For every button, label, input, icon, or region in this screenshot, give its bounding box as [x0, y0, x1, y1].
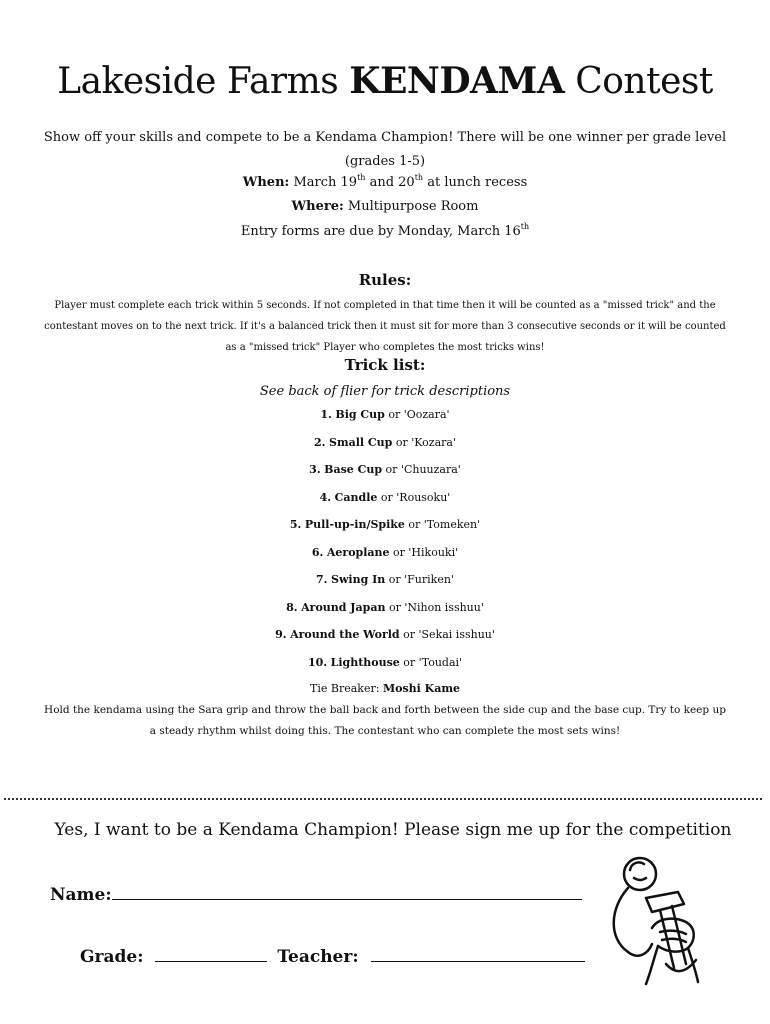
when-text-1: March 19 [289, 175, 358, 190]
tiebreaker-name: Moshi Kame [382, 682, 460, 695]
tiebreaker-label: Tie Breaker: [310, 682, 383, 695]
due-line [0, 222, 770, 242]
trick-number: 9. [275, 628, 287, 641]
name-row [50, 883, 582, 905]
kendama-hand-icon [600, 848, 720, 988]
trick-name: Swing In [331, 573, 386, 586]
trick-item [0, 405, 770, 433]
teacher-field[interactable] [371, 945, 585, 962]
where-label: Where: [291, 199, 344, 214]
when-label: When: [242, 175, 290, 190]
trick-item [0, 460, 770, 488]
where-line [0, 197, 770, 217]
trick-alt-name: or 'Toudai' [399, 655, 463, 669]
page-title [0, 60, 770, 102]
tiebreaker-title [0, 682, 770, 695]
trick-alt-name: or 'Tomeken' [404, 518, 481, 531]
when-text-3: at lunch recess [423, 175, 528, 190]
trick-alt-name: or 'Furiken' [385, 573, 454, 586]
trick-list-note: See back of flier for trick descriptions [259, 384, 511, 399]
trick-list-heading: Trick list: [344, 356, 426, 374]
trick-list [0, 405, 770, 680]
trick-number: 2. [314, 435, 326, 449]
teacher-label: Teacher: [277, 947, 359, 967]
name-label: Name: [50, 885, 112, 905]
trick-item [0, 598, 770, 626]
trick-name: Small Cup [329, 435, 393, 449]
trick-name: Pull-up-in/Spike [304, 518, 405, 531]
trick-item [0, 433, 770, 461]
title-part-2: KENDAMA [349, 60, 565, 102]
signup-heading: Yes, I want to be a Kendama Champion! Please sign me up for the competition [54, 820, 732, 840]
trick-name: Aeroplane [326, 545, 390, 559]
grade-field[interactable] [155, 945, 267, 962]
when-sup-1: th [357, 173, 366, 182]
trick-name: Lighthouse [330, 655, 400, 669]
trick-alt-name: or 'Chuuzara' [382, 463, 461, 476]
rules-heading: Rules: [358, 271, 412, 289]
trick-item [0, 543, 770, 571]
trick-name: Big Cup [335, 408, 385, 421]
trick-number: 10. [307, 655, 328, 669]
trick-item [0, 625, 770, 653]
trick-alt-name: or 'Nihon isshuu' [385, 600, 484, 614]
trick-alt-name: or 'Rousoku' [377, 490, 451, 504]
intro-text: Show off your skills and compete to be a Kendama Champion! There will be one winner per grade level (grades 1-5) [43, 130, 727, 169]
trick-name: Base Cup [324, 463, 383, 476]
name-field[interactable] [112, 883, 582, 900]
trick-item [0, 653, 770, 681]
title-part-3: Contest [564, 61, 713, 102]
trick-number: 3. [309, 463, 321, 476]
trick-number: 6. [311, 545, 324, 559]
trick-item [0, 488, 770, 516]
trick-name: Around the World [290, 628, 400, 641]
trick-item [0, 570, 770, 598]
trick-alt-name: or 'Hikouki' [389, 545, 459, 559]
due-text: Entry forms are due by Monday, March 16 [240, 224, 521, 239]
trick-number: 4. [319, 490, 332, 504]
trick-number: 8. [286, 600, 298, 614]
grade-teacher-row [80, 945, 585, 967]
where-text: Multipurpose Room [343, 199, 479, 214]
when-sup-2: th [414, 173, 424, 182]
due-sup: th [520, 222, 530, 231]
when-line [0, 173, 770, 193]
rules-text: Player must complete each trick within 5 seconds. If not completed in that time then it will be counted as a "missed trick" and the contestant moves on to the next trick. If it's a balanced trick then it must sit for more than 3 consecutive seconds or it will be counted as a "missed trick" Player who completes the most tricks wins! [44, 300, 726, 353]
trick-number: 5. [289, 518, 302, 531]
trick-name: Candle [334, 490, 378, 504]
trick-name: Around Japan [301, 600, 386, 614]
grade-label: Grade: [80, 947, 144, 967]
tiebreaker-text: Hold the kendama using the Sara grip and throw the ball back and forth between the side cup and the base cup. Try to keep up a steady rhythm whilst doing this. The contestant who can complete the most sets wins! [44, 704, 726, 737]
trick-alt-name: or 'Kozara' [392, 435, 456, 449]
trick-number: 1. [320, 408, 332, 421]
when-text-2: and 20 [365, 175, 415, 190]
trick-item [0, 515, 770, 543]
trick-alt-name: or 'Oozara' [384, 408, 450, 421]
title-part-1: Lakeside Farms [57, 61, 350, 102]
cut-line-divider [4, 798, 762, 800]
trick-alt-name: or 'Sekai isshuu' [399, 628, 495, 641]
trick-number: 7. [316, 573, 328, 586]
